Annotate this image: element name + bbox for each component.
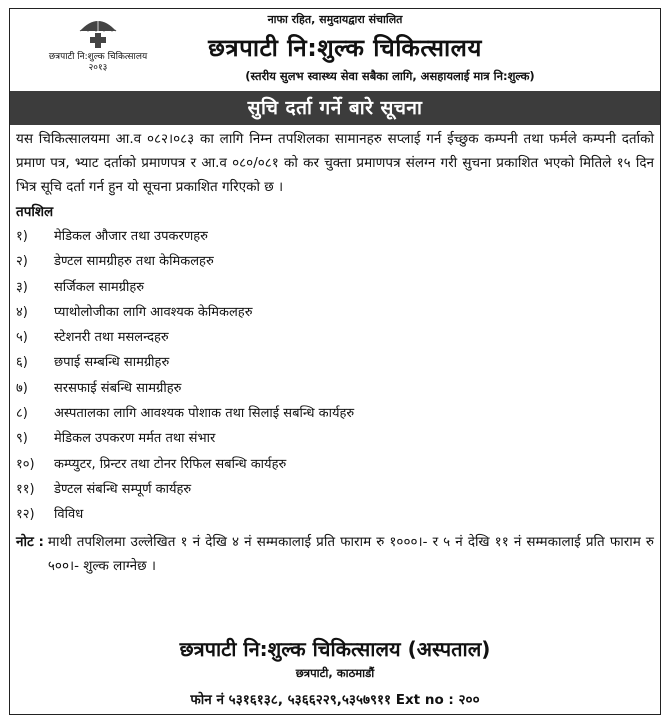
note-text: माथी तपशिलमा उल्लेखित १ नं देखि ४ नं सम्मकालाई प्रति फाराम रु १०००।- र ५ नं देखि ११ नं सम्मकालाई प्रति फाराम रु ५००।- शुल्क लाग्नेछ । xyxy=(47,533,654,574)
items-heading: तपशिल xyxy=(16,204,54,220)
items-list xyxy=(16,224,654,528)
item-text: डेण्टल संबन्धि सम्पूर्ण कार्यहरु xyxy=(54,481,192,497)
item-number: १०) xyxy=(16,456,35,472)
intro-paragraph: यस चिकित्सालयमा आ.व ०८२।०८३ का लागि निम्न तपशिलका सामानहरु सप्लाई गर्न ईच्छुक कम्पनी तथा फर्मले कम्पनी दर्ताको प्रमाण पत्र, भ्याट दर्ताको प्रमाणपत्र र आ.व ०८०/०८१ को कर चुक्ता प्रमाणपत्र संलग्न गरी सुचना प्रकाशित भएको मितिले १५ दिन भित्र सूचि दर्ता गर्न हुन यो सूचना प्रकाशित गरिएको छ । xyxy=(16,131,654,195)
item-text: मेडिकल उपकरण मर्मत तथा संभार xyxy=(54,431,216,447)
item-number: ५) xyxy=(16,330,28,346)
fee-note xyxy=(16,530,654,578)
item-number: ११) xyxy=(16,481,35,497)
item-number: ९) xyxy=(16,431,28,447)
footer-address: छत्रपाटी, काठमाडौं xyxy=(295,666,375,680)
footer-hospital-name: छत्रपाटी नि:शुल्क चिकित्सालय (अस्पताल) xyxy=(179,637,491,661)
item-number: २) xyxy=(16,254,28,270)
list-item xyxy=(16,401,654,426)
item-text: स्टेशनरी तथा मसलन्दहरु xyxy=(54,330,169,346)
notice-body xyxy=(10,127,660,578)
item-number: ७) xyxy=(16,380,28,396)
hospital-logo xyxy=(18,15,178,74)
notice-footer xyxy=(10,635,660,713)
list-item xyxy=(16,426,654,451)
item-text: छपाई सम्बन्धि सामग्रीहरु xyxy=(54,355,170,371)
item-number: ६) xyxy=(16,355,28,371)
list-item xyxy=(16,300,654,325)
logo-year: २०१३ xyxy=(88,63,108,73)
list-item xyxy=(16,477,654,502)
item-number: ४) xyxy=(16,304,28,320)
item-number: १) xyxy=(16,229,28,244)
hospital-tagline: (स्तरीय सुलभ स्वास्थ्य सेवा सबैका लागि, असहायलाई मात्र नि:शुल्क) xyxy=(245,69,535,83)
item-text: मेडिकल औजार तथा उपकरणहरु xyxy=(54,229,208,244)
list-item xyxy=(16,325,654,350)
list-item xyxy=(16,376,654,401)
logo-name: छत्रपाटी नि:शुल्क चिकित्सालय xyxy=(48,52,148,62)
item-number: १२) xyxy=(16,507,35,523)
list-item xyxy=(16,502,654,527)
item-text: अस्पतालका लागि आवश्यक पोशाक तथा सिलाई सबन्धि कार्यहरु xyxy=(54,406,355,422)
hospital-title: छत्रपाटी नि:शुल्क चिकित्सालय xyxy=(208,34,482,62)
item-text: प्याथोलोजीका लागि आवश्यक केमिकलहरु xyxy=(54,304,253,320)
header-top-line: नाफा रहित, समुदायद्वारा संचालित xyxy=(267,13,403,26)
item-number: ८) xyxy=(16,406,28,422)
item-number: ३) xyxy=(16,279,28,295)
footer-phone: फोन नं ५३१६१३८, ५३६६२२९,५३५७९११ Ext no : २०० xyxy=(190,692,480,708)
notice-banner: सुचि दर्ता गर्ने बारे सूचना xyxy=(10,91,660,125)
list-item xyxy=(16,350,654,375)
list-item xyxy=(16,249,654,274)
note-label: नोट : xyxy=(16,533,44,550)
list-item xyxy=(16,275,654,300)
item-text: सर्जिकल सामग्रीहरु xyxy=(54,279,145,295)
notice-frame xyxy=(9,8,661,715)
item-text: डेण्टल सामग्रीहरु तथा केमिकलहरु xyxy=(54,254,214,270)
umbrella-cross-icon xyxy=(78,15,118,49)
list-item xyxy=(16,224,654,249)
item-text: विविध xyxy=(54,507,84,523)
notice-header xyxy=(10,9,660,91)
item-text: सरसफाई संबन्धि सामग्रीहरु xyxy=(54,380,182,396)
list-item xyxy=(16,452,654,477)
item-text: कम्प्युटर, प्रिन्टर तथा टोनर रिफिल सबन्धि कार्यहरु xyxy=(54,456,287,472)
